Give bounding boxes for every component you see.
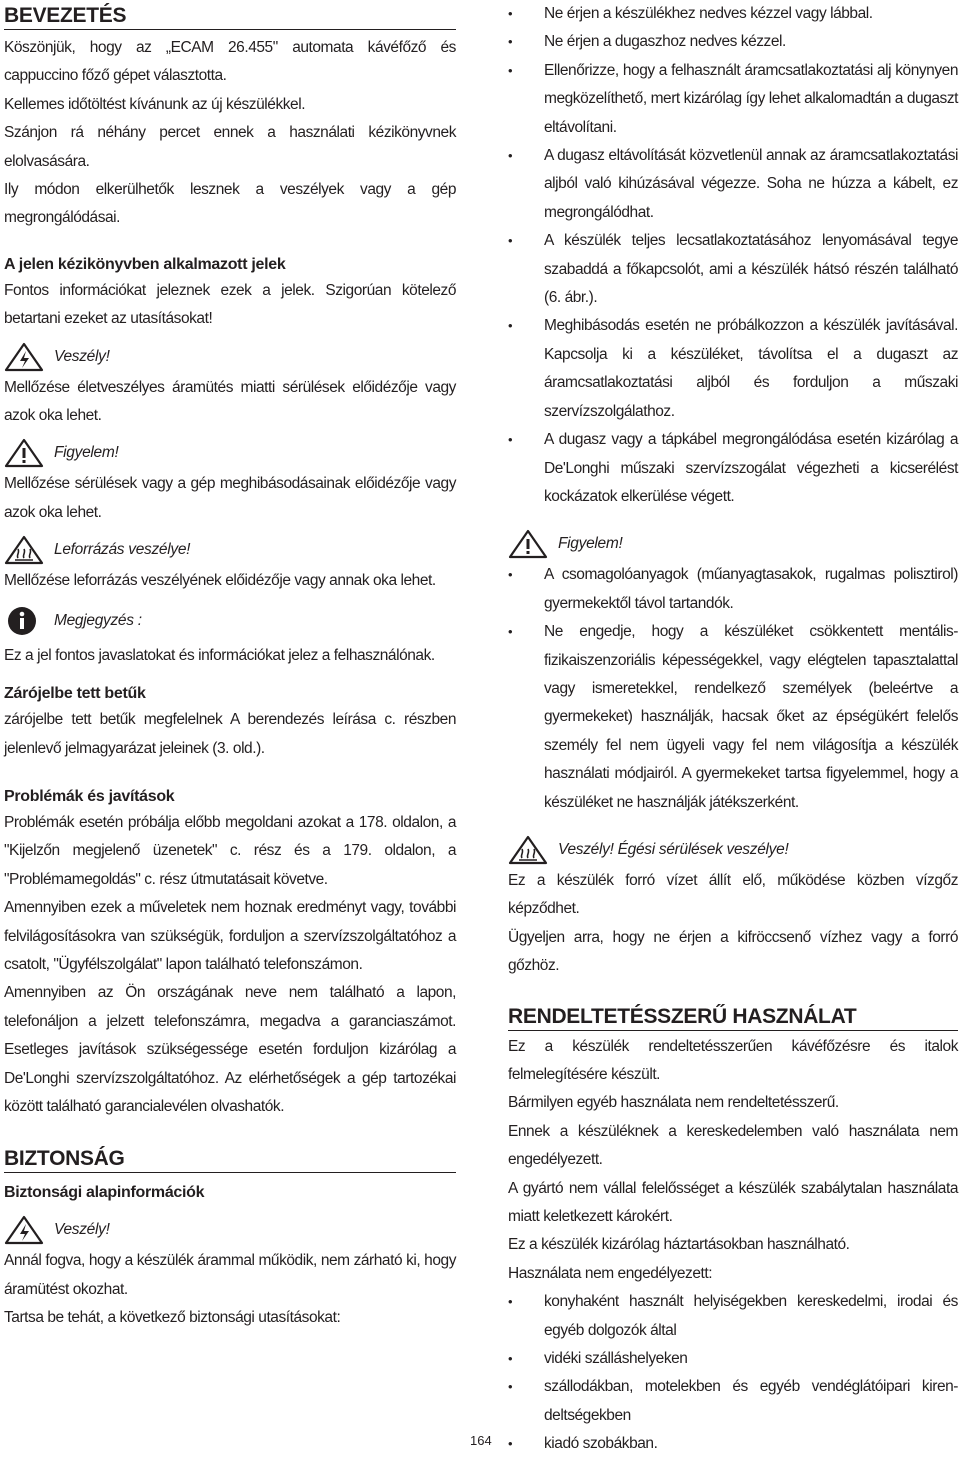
hot-surface-warning-icon [4, 535, 44, 565]
attention-text: Mellőzése sérülések vagy a gép meghibásodásainak előidézője vagy azok oka lehet. [4, 475, 456, 521]
list-item: • Ne érjen a dugaszhoz nedves kézzel. [508, 28, 958, 56]
intro-paragraph: Szánjon rá néhány percet ennek a használati kézikönyvnek elolvasására. [4, 124, 456, 170]
attention-label: Figyelem! [558, 535, 623, 553]
list-item: • A dugasz vagy a tápkábel megrongálódása esetén kizárólag a De'Longhi műszaki szervízszogálat végezheti a kicserélést kockázatok elkerülése végett. [508, 426, 958, 511]
note-label: Megjegyzés : [54, 611, 142, 629]
list-item: • kiadó szobákban. [508, 1430, 958, 1458]
attention-label-row [4, 436, 456, 470]
use-list [508, 1288, 958, 1458]
note-text: Ez a jel fontos javaslatokat és információkat jelez a felhasználónak. [4, 646, 435, 664]
danger-label-row [4, 340, 456, 374]
list-item: • szállodákban, motelekben és egyéb vendéglátóipari kiren-deltségekben [508, 1373, 958, 1430]
list-item: • Ellenőrizze, hogy a felhasznált áramcsatlakoztatási alj könynyen megközelíthető, mert kizárólag így lehet alkalomadtán a dugaszt eltávolítani. [508, 57, 958, 142]
use-heading: RENDELTETÉSSZERŰ HASZNÁLAT [508, 1001, 958, 1031]
use-paragraph: Ennek a készüléknek a kereskedelemben való használata nem engedélyezett. [508, 1122, 958, 1169]
right-column [508, 0, 958, 1459]
safety-heading: BIZTONSÁG [4, 1143, 456, 1173]
list-item: • A dugasz eltávolítását közvetlenül annak az áramcsatlakoztatási aljból való kihúzásával végezze. Soha ne húzza a kábelt, ez megrongálódhat. [508, 142, 958, 227]
safety-paragraph: Tartsa be tehát, a következő biztonsági utasításokat: [4, 1309, 341, 1327]
burn-text: Mellőzése leforrázás veszélyének előidézője vagy annak oka lehet. [4, 572, 436, 590]
burn-label: Veszély! Égési sérülések veszélye! [558, 840, 789, 858]
intro-heading: BEVEZETÉS [4, 0, 456, 30]
problems-heading: Problémák és javítások [4, 787, 175, 805]
electric-warning-icon [4, 1215, 44, 1245]
info-icon [4, 606, 44, 636]
intro-paragraph: Köszönjük, hogy az „ECAM 26.455" automata kávéfőző és cappuccino főző gépet választotta. [4, 39, 456, 85]
hot-surface-warning-icon [508, 835, 548, 865]
list-item: • konyhaként használt helyiségekben kereskedelmi, irodai és egyéb dolgozók által [508, 1288, 958, 1345]
list-item: • A készülék teljes lecsatlakoztatásához lenyomásával tegye szabaddá a főkapcsolót, ami a készülék hátsó részén található (6. ábr.). [508, 227, 958, 312]
attention-label-row [508, 527, 958, 561]
problems-paragraph: Problémák esetén próbálja előbb megoldani azokat a 178. oldalon, a "Kijelzőn megjelenő üzenetek" c. rész és a 179. oldalon, a "Problémamegoldás" c. rész útmutatásait követve. [4, 813, 456, 888]
left-column [4, 0, 456, 1333]
danger-text: Mellőzése életveszélyes áramütés miatti sérülések előidézője vagy azok oka lehet. [4, 378, 456, 425]
page-number: 164 [470, 1433, 492, 1448]
safety-subheading: Biztonsági alapinformációk [4, 1184, 205, 1202]
intro-paragraph: Ily módon elkerülhetők lesznek a veszélyek vagy a gép megrongálódásai. [4, 181, 456, 227]
exclamation-warning-icon [508, 529, 548, 559]
symbols-text: Fontos információkat jeleznek ezek a jelek. Szigorúan kötelező betartani ezeket az utasításokat! [4, 281, 456, 328]
list-item: • Meghibásodás esetén ne próbálkozzon a készülék javításával. Kapcsolja ki a készüléket, távolítsa el a dugaszt az áramcsatlakoztatási aljból és forduljon a műszaki szervízszolgálathoz. [508, 312, 958, 426]
brackets-heading: Zárójelbe tett betűk [4, 685, 146, 703]
burn-paragraph: Ügyeljen arra, hogy ne érjen a kifröccsenő vízhez vagy a forró gőzhöz. [508, 928, 958, 975]
problems-paragraph: Amennyiben az Ön országának neve nem található a lapon, telefonáljon a jelzett telefonszámra, megadva a garanciaszámot. Esetleges javítások szükségessége esetén forduljon kizárólag a De'Longhi szervízszolgáltatóhoz. Az elérhetőségek a gép tartozékai között található garancialevélen olvashatók. [4, 984, 456, 1115]
safety-paragraph: Annál fogva, hogy a készülék árammal működik, nem zárható ki, hogy áramütést okozhat. [4, 1252, 456, 1298]
problems-paragraph: Amennyiben ezek a műveletek nem hoznak eredményt vagy, további felvilágosításokra van szükségük, forduljon a szervízszolgáltatóhoz a csatolt, "Ügyfélszolgálat" lapon található telefonszámon. [4, 899, 456, 973]
burn-label-row [508, 833, 958, 867]
use-paragraph: A gyártó nem vállal felelősséget a készülék szabálytalan használata miatt keletkezett károkért. [508, 1179, 958, 1226]
danger-label: Veszély! [54, 347, 110, 365]
attention-label: Figyelem! [54, 444, 119, 462]
use-paragraph: Bármilyen egyéb használata nem rendeltetésszerű. [508, 1094, 839, 1112]
burn-label-row [4, 533, 456, 567]
electric-warning-icon [4, 342, 44, 372]
list-item: • vidéki szálláshelyeken [508, 1345, 958, 1373]
intro-paragraph: Kellemes időtöltést kívánunk az új készülékkel. [4, 95, 306, 113]
list-item: • Ne engedje, hogy a készüléket csökkentett mentális-fizikaiszenzoriális képességekkel, vagy elégtelen tapasztalattal vagy ismeretekkel, rendelkező személyek (beleértve a gyermekeket) használják, hacsak őket az épségükért felelős személy fel nem ügyeli vagy fel nem világosítja a készülék használati módjairól. A gyermekeket tartsa figyelemmel, hogy a készüléket ne használják játékszerként. [508, 618, 958, 817]
list-item: • A csomagolóanyagok (műanyagtasakok, rugalmas polisztirol) gyermekektől távol tartandók. [508, 561, 958, 618]
use-paragraph: Ez a készülék rendeltetésszerűen kávéfőzésre és italok felmelegítésére készült. [508, 1037, 958, 1083]
safety-danger-label: Veszély! [54, 1221, 110, 1239]
burn-label: Leforrázás veszélye! [54, 541, 191, 559]
burn-paragraph: Ez a készülék forró vízet állít elő, működése közben vízgőz képződhet. [508, 871, 958, 918]
attention-list [508, 561, 958, 817]
use-paragraph: Ez a készülék kizárólag háztartásokban használható. [508, 1236, 850, 1254]
safety-list [508, 0, 958, 511]
safety-danger-label-row [4, 1213, 456, 1247]
list-item: • Ne érjen a készülékhez nedves kézzel vagy lábbal. [508, 0, 958, 28]
use-paragraph: Használata nem engedélyezett: [508, 1264, 713, 1282]
note-label-row [4, 604, 456, 638]
exclamation-warning-icon [4, 438, 44, 468]
brackets-text: zárójelbe tett betűk megfelelnek A berendezés leírása c. részben jelenlevő jelmagyarázat jeleinek (3. old.). [4, 711, 456, 757]
symbols-heading: A jelen kézikönyvben alkalmazott jelek [4, 255, 286, 273]
